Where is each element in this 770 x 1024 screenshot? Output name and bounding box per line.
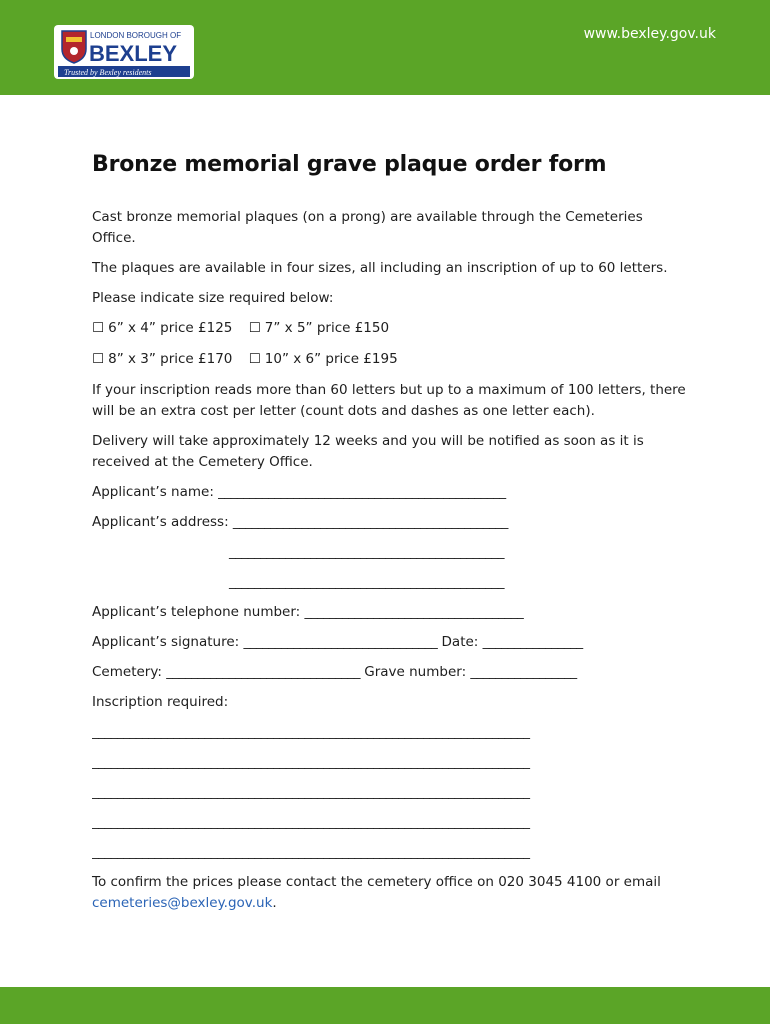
bexley-logo [54, 25, 194, 79]
logo-name: BEXLEY [89, 41, 178, 66]
checkbox-icon[interactable]: ☐ [248, 320, 261, 336]
name-field[interactable]: Applicant’s name: ______________________________________________ [92, 484, 506, 500]
checkbox-icon[interactable]: ☐ [92, 351, 105, 367]
logo-tagline: Trusted by Bexley residents [64, 68, 152, 77]
address-label: Applicant’s address: [92, 514, 229, 530]
signature-label: Applicant’s signature: [92, 634, 240, 650]
phone-field[interactable]: Applicant’s telephone number: ___________________________________ [92, 604, 524, 620]
inscription-line-3[interactable]: ______________________________________________________________________ [92, 784, 530, 800]
size-option-10x6[interactable]: ☐ 10” x 6” price £195 [248, 351, 398, 367]
size-options-row-1 [92, 318, 687, 339]
signature-field[interactable]: Applicant’s signature: _______________________________ Date: ________________ [92, 634, 583, 650]
page-title: Bronze memorial grave plaque order form [92, 152, 607, 177]
inscription-line-5[interactable]: ______________________________________________________________________ [92, 844, 530, 860]
indicate-text: Please indicate size required below: [92, 290, 334, 306]
address-line-2[interactable]: ____________________________________________ [229, 544, 504, 560]
grave-number-label: Grave number: [364, 664, 467, 680]
inscription-line-2[interactable]: ______________________________________________________________________ [92, 754, 530, 770]
confirm-text: To confirm the prices please contact the cemetery office on 020 3045 4100 or email cemeteries@bexley.gov.uk. [92, 874, 661, 911]
site-url[interactable]: www.bexley.gov.uk [583, 26, 716, 42]
size-options-row-2 [92, 349, 687, 370]
inscription-label: Inscription required: [92, 694, 229, 710]
cemetery-label: Cemetery: [92, 664, 162, 680]
name-label: Applicant’s name: [92, 484, 214, 500]
address-field[interactable]: Applicant’s address: ____________________________________________ [92, 514, 508, 530]
inscription-line-4[interactable]: ______________________________________________________________________ [92, 814, 530, 830]
page-footer-bar [0, 987, 770, 1024]
form-document [92, 150, 687, 923]
checkbox-icon[interactable]: ☐ [248, 351, 261, 367]
size-option-8x3[interactable]: ☐ 8” x 3” price £170 [92, 351, 233, 367]
sizes-text: The plaques are available in four sizes, all including an inscription of up to 60 letters. [92, 260, 668, 276]
intro-text: Cast bronze memorial plaques (on a prong) are available through the Cemeteries Office. [92, 209, 643, 246]
size-option-7x5[interactable]: ☐ 7” x 5” price £150 [248, 320, 390, 336]
date-label: Date: [441, 634, 479, 650]
email-link[interactable]: cemeteries@bexley.gov.uk [92, 895, 273, 911]
inscription-line-1[interactable]: ______________________________________________________________________ [92, 724, 530, 740]
checkbox-icon[interactable]: ☐ [92, 320, 105, 336]
extra-cost-text: If your inscription reads more than 60 letters but up to a maximum of 100 letters, there will be an extra cost per letter (count dots and dashes as one letter each). [92, 382, 686, 419]
logo-top-text: LONDON BOROUGH OF [90, 31, 182, 40]
phone-label: Applicant’s telephone number: [92, 604, 301, 620]
address-line-3[interactable]: ____________________________________________ [229, 574, 504, 590]
delivery-text: Delivery will take approximately 12 weeks and you will be notified as soon as it is received at the Cemetery Office. [92, 433, 644, 470]
size-option-6x4[interactable]: ☐ 6” x 4” price £125 [92, 320, 233, 336]
cemetery-field[interactable]: Cemetery: _______________________________ Grave number: _________________ [92, 664, 577, 680]
page-header [0, 0, 770, 95]
